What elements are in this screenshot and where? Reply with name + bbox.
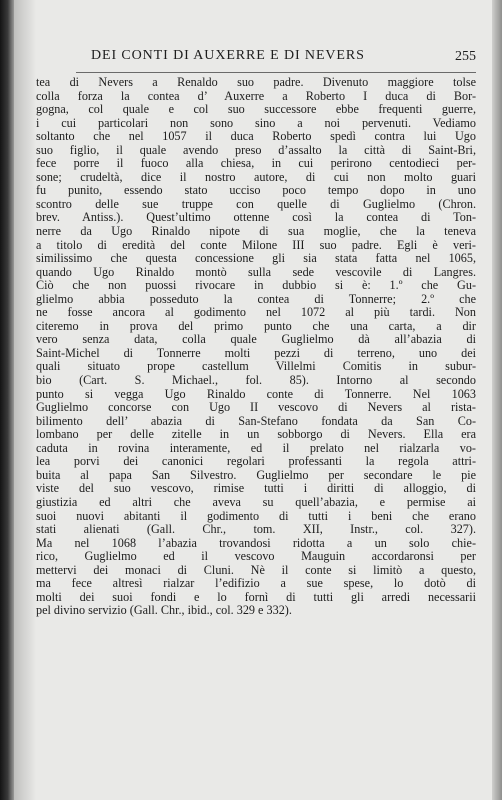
text-line: nerre da Ugo Rinaldo nipote di sua moglie, che la teneva: [36, 225, 476, 239]
text-line: tea di Nevers a Renaldo suo padre. Divenuto maggiore tolse: [36, 76, 476, 89]
text-line: Ma nel 1068 l’abazia trovandosi ridotta a un solo chie-: [36, 536, 476, 550]
text-line: Saint-Michel di Tonnerre molti pezzi di terreno, uno dei: [36, 346, 476, 360]
text-line: quali situato prope castellum Villelmi Comitis in subur-: [36, 360, 476, 374]
text-line: molti dei suoi fondi e lo fornì di tutti gli arredi necessarii: [36, 590, 476, 604]
scan-edge-left: [0, 0, 14, 800]
text-line: soltanto che nel 1057 il duca Roberto spedì contra lui Ugo: [36, 130, 476, 144]
text-line: pel divino servizio (Gall. Chr., ibid., col. 329 e 332).: [36, 604, 292, 618]
text-line: bilimento dell’ abazia di San-Stefano fondata da San Co-: [36, 414, 476, 428]
text-line: vero senza data, colla quale Guglielmo dà all’abazia di: [36, 333, 476, 347]
text-line: glielmo abbia posseduto la contea di Tonnerre; 2.º che: [36, 292, 476, 306]
text-line: bio (Cart. S. Michael., fol. 85). Intorno al secondo: [36, 374, 476, 388]
book-page: [36, 48, 476, 618]
text-line: fece porre il fuoco alla chiesa, in cui perirono centodieci per-: [36, 157, 476, 171]
text-line: Guglielmo concorse con Ugo II vescovo di Nevers al rista-: [36, 401, 476, 415]
text-line: fu punito, essendo stato ucciso poco tempo dopo in uno: [36, 184, 476, 198]
text-line: i cui particolari non sono sino a noi pervenuti. Vediamo: [36, 116, 476, 130]
running-head: [36, 48, 476, 70]
running-head-title: DEI CONTI DI AUXERRE E DI NEVERS: [91, 48, 365, 63]
text-line: colla forza la contea d’ Auxerre a Roberto I duca di Bor-: [36, 89, 476, 103]
text-line: brev. Antiss.). Quest’ultimo ottenne così la contea di Ton-: [36, 211, 476, 225]
text-line: giustizia ed altri che aveva su quell’abazia, e permise ai: [36, 495, 476, 509]
text-line: a titolo di eredità del conte Milone III suo padre. Egli è veri-: [36, 238, 476, 252]
text-line: buita al papa San Silvestro. Guglielmo per secondare le pie: [36, 468, 476, 482]
scan-edge-right: [492, 0, 502, 800]
text-line: similissimo che questa concessione gli sia stata fatta nel 1065,: [36, 252, 476, 266]
text-line: sone; crudeltà, dice il nostro autore, di cui non molto guari: [36, 170, 476, 184]
text-line: quando Ugo Rinaldo montò sulla sede vescovile di Langres.: [36, 265, 476, 279]
text-line: citeremo in prova del primo punto che una carta, a dir: [36, 319, 476, 333]
header-rule: [76, 72, 476, 73]
text-line: stati alienati (Gall. Chr., tom. XII, Instr., col. 327).: [36, 523, 476, 537]
text-line: ma fece altresì rialzar l’edifizio a sue spese, lo dotò di: [36, 577, 476, 591]
text-line: gogna, col quale e col suo successore ebbe frequenti guerre,: [36, 103, 476, 117]
gutter-shadow: [14, 0, 36, 800]
text-line: lea porvi dei canonici regolari professanti la regola attri-: [36, 455, 476, 469]
text-line: viste del suo vescovo, rimise tutti i diritti di alloggio, di: [36, 482, 476, 496]
text-line: caduta in rovina interamente, ed il prelato nel rialzarla vo-: [36, 441, 476, 455]
text-line: suo figlio, il quale avendo preso d’assalto la città di Saint-Bri,: [36, 143, 476, 157]
text-line: Ciò che non puossi rivocare in dubbio si è: 1.º che Gu-: [36, 279, 476, 293]
text-line: mettervi dei monaci di Cluni. Nè il conte si limitò a questo,: [36, 563, 476, 577]
text-line: lombano per delle zitelle in un sobborgo di Nevers. Ella era: [36, 428, 476, 442]
text-line: scontro delle sue truppe con quelle di Guglielmo (Chron.: [36, 197, 476, 211]
body-text: [36, 76, 476, 618]
text-line: ne fosse ancora al godimento nel 1072 al più tardi. Non: [36, 306, 476, 320]
text-line: rico, Guglielmo ed il vescovo Mauguin accordaronsi per: [36, 550, 476, 564]
page-number: 255: [455, 49, 476, 64]
text-line: suoi nuovi abitanti il godimento di tutti i beni che erano: [36, 509, 476, 523]
text-line: punto si vegga Ugo Rinaldo conte di Tonnerre. Nel 1063: [36, 387, 476, 401]
